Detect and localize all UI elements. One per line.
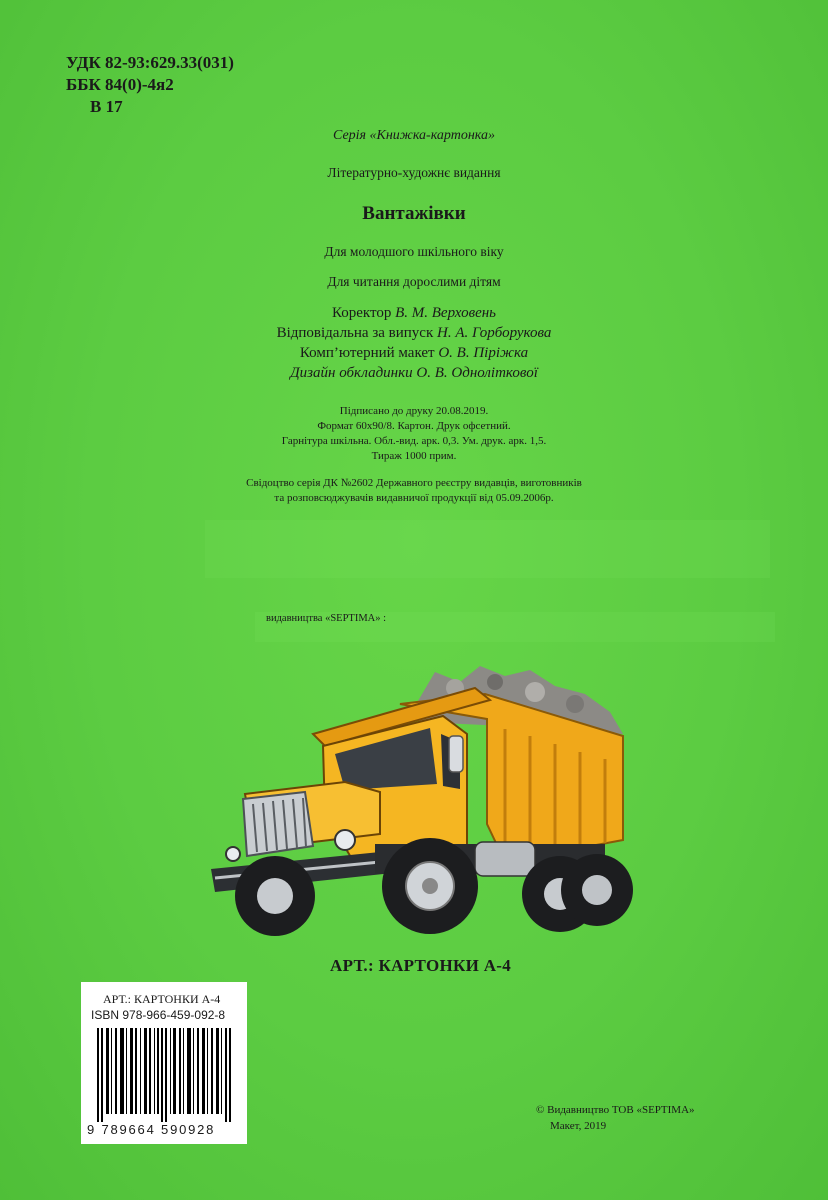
author-mark: В 17	[90, 97, 123, 116]
age-line: Для молодшого шкільного віку	[324, 244, 504, 259]
certificate-line: та розповсюджувачів видавничої продукції від 05.09.2006р.	[274, 492, 554, 504]
barcode-article: АРТ.: КАРТОНКИ А-4	[103, 992, 221, 1006]
publisher-line: видавництва «SEPTIMA» :	[266, 613, 387, 624]
udk-code: УДК 82-93:629.33(031)	[66, 53, 234, 72]
credit-name: О. В. Одноліткової	[416, 365, 538, 381]
print-line: Тираж 1000 прим.	[371, 450, 457, 462]
genre-line: Літературно-художнє видання	[327, 165, 501, 180]
article-code: АРТ.: КАРТОНКИ А-4	[330, 956, 512, 975]
classification-block	[66, 52, 234, 118]
credit-row	[0, 363, 828, 383]
barcode-digits: 9 789664 590928	[87, 1122, 216, 1137]
dump-truck-illustration	[205, 664, 635, 949]
certificate-line: Свідоцтво серія ДК №2602 Державного реєстру видавців, виготовників	[246, 477, 582, 489]
credit-role: Комп’ютерний макет	[299, 345, 435, 361]
credit-name: О. В. Піріжка	[438, 345, 529, 361]
credit-row	[0, 323, 828, 343]
erased-band	[205, 520, 770, 578]
barcode-label	[81, 982, 247, 1144]
series-line: Серія «Книжка-картонка»	[333, 128, 495, 143]
credit-role: Коректор	[331, 305, 392, 321]
barcode-bars	[87, 1028, 241, 1122]
credit-name: Н. А. Горборукова	[437, 325, 552, 341]
print-line: Формат 60х90/8. Картон. Друк офсетний.	[317, 420, 511, 432]
credit-name: В. М. Верховень	[395, 305, 497, 321]
credit-row	[0, 303, 828, 323]
credit-row	[0, 343, 828, 363]
credit-role: Дизайн обкладинки	[290, 365, 413, 381]
credits-block	[0, 303, 828, 383]
certificate-info	[0, 476, 828, 506]
book-title: Вантажівки	[362, 203, 466, 224]
isbn-number: ISBN 978-966-459-092-8	[91, 1008, 226, 1022]
bbk-code: ББК 84(0)-4я2	[66, 75, 174, 94]
print-line: Гарнітура шкільна. Обл.-вид. арк. 0,3. Ум. друк. арк. 1,5.	[281, 435, 547, 447]
copyright-publisher: © Видавництво ТОВ «SEPTIMA»	[536, 1104, 695, 1116]
print-line: Підписано до друку 20.08.2019.	[339, 405, 489, 417]
copyright-block	[536, 1102, 695, 1134]
copyright-year: Макет, 2019	[550, 1120, 607, 1132]
print-info	[0, 404, 828, 464]
credit-role: Відповідальна за випуск	[276, 325, 434, 341]
readers-line: Для читання дорослими дітям	[327, 274, 501, 289]
